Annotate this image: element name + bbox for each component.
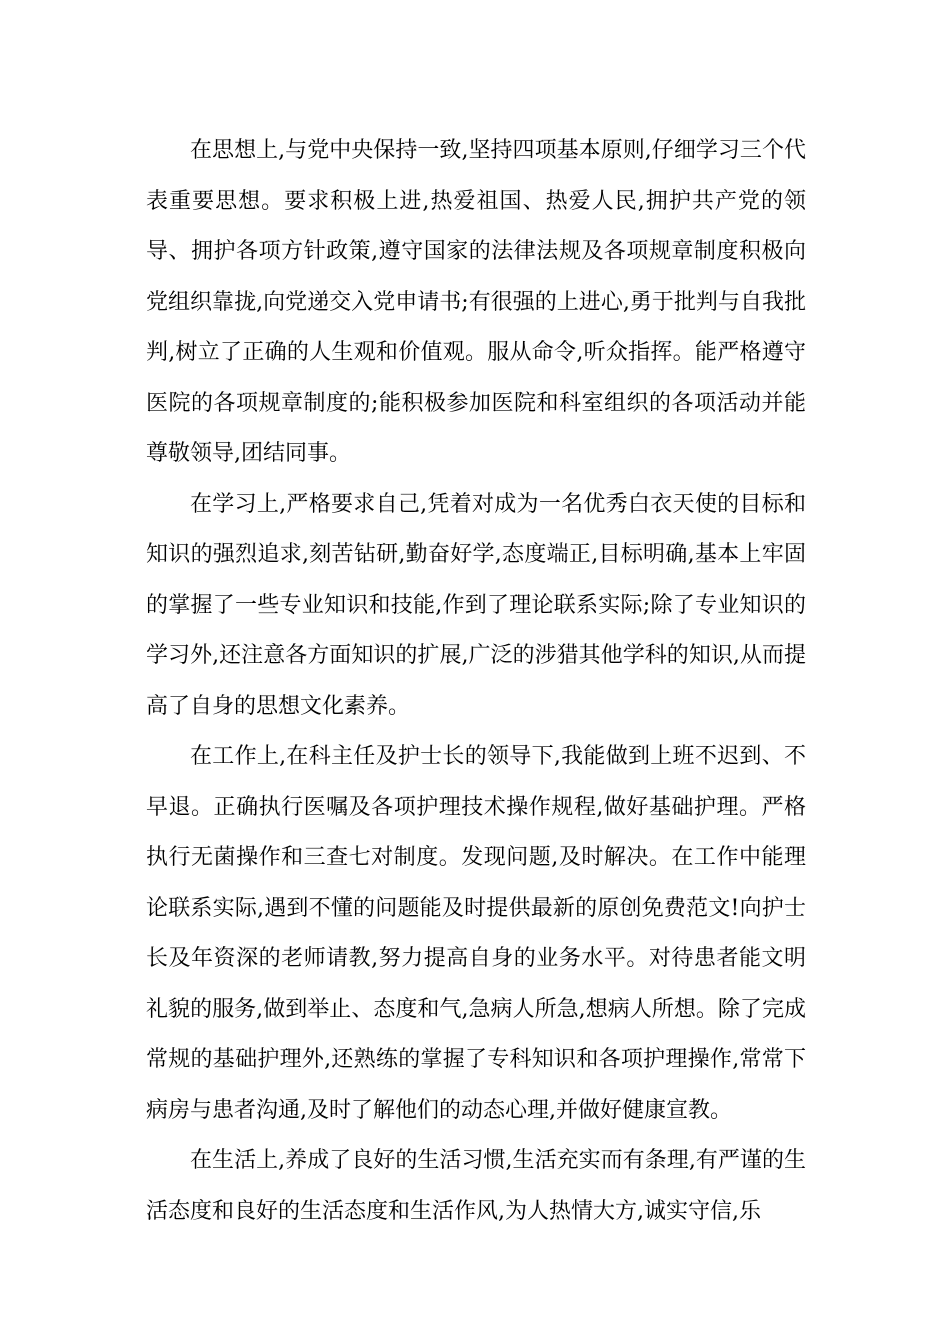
paragraph-ideology: 在思想上,与党中央保持一致,坚持四项基本原则,仔细学习三个代表重要思想。要求积极上进,热爱祖国、热爱人民,拥护共产党的领导、拥护各项方针政策,遵守国家的法律法规及各项规章制度积极向党组织靠拢,向党递交入党申请书;有很强的上进心,勇于批判与自我批判,树立了正确的人生观和价值观。服从命令,听众指挥。能严格遵守医院的各项规章制度的;能积极参加医院和科室组织的各项活动并能尊敬领导,团结同事。 bbox=[146, 138, 806, 466]
document-body bbox=[146, 126, 806, 1237]
paragraph-life: 在生活上,养成了良好的生活习惯,生活充实而有条理,有严谨的生活态度和良好的生活态度和生活作风,为人热情大方,诚实守信,乐 bbox=[146, 1148, 806, 1224]
paragraph-work: 在工作上,在科主任及护士长的领导下,我能做到上班不迟到、不早退。正确执行医嘱及各项护理技术操作规程,做好基础护理。严格执行无菌操作和三查七对制度。发现问题,及时解决。在工作中能理论联系实际,遇到不懂的问题能及时提供最新的原创免费范文!向护士长及年资深的老师请教,努力提高自身的业务水平。对待患者能文明礼貌的服务,做到举止、态度和气,急病人所急,想病人所想。除了完成常规的基础护理外,还熟练的掌握了专科知识和各项护理操作,常常下病房与患者沟通,及时了解他们的动态心理,并做好健康宣教。 bbox=[146, 744, 806, 1123]
paragraph-study: 在学习上,严格要求自己,凭着对成为一名优秀白衣天使的目标和知识的强烈追求,刻苦钻研,勤奋好学,态度端正,目标明确,基本上牢固的掌握了一些专业知识和技能,作到了理论联系实际;除了专业知识的学习外,还注意各方面知识的扩展,广泛的涉猎其他学科的知识,从而提高了自身的思想文化素养。 bbox=[146, 491, 806, 719]
